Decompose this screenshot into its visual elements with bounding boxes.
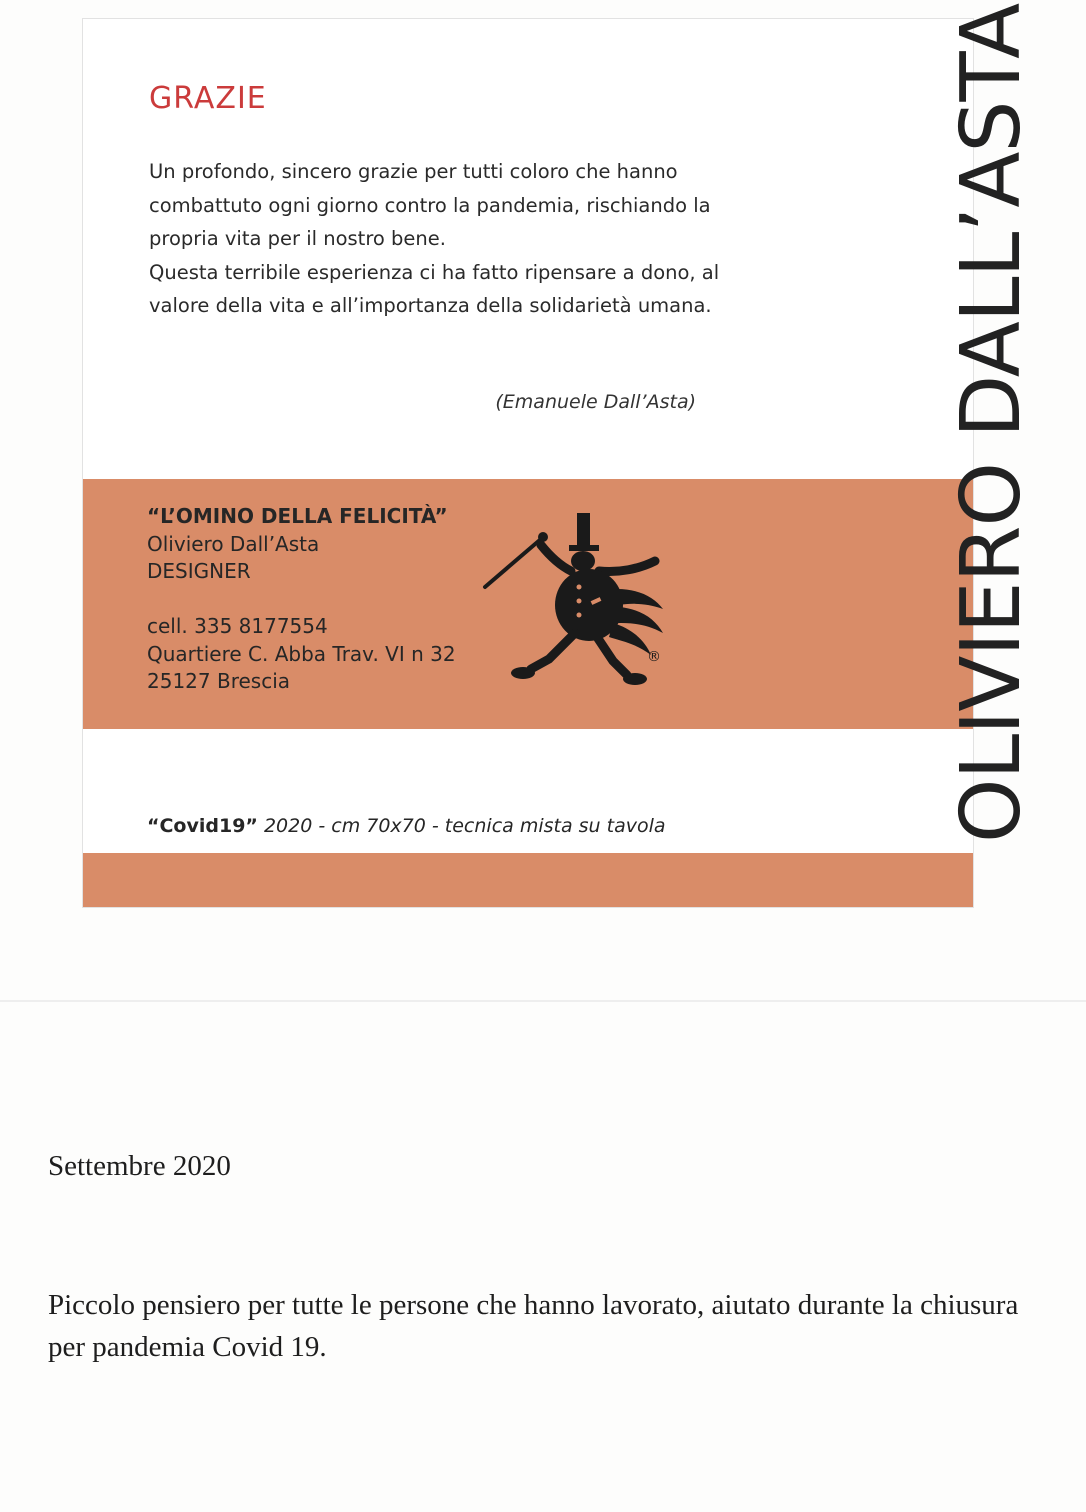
thanks-message — [149, 155, 769, 323]
postcard — [82, 3, 1039, 908]
registered-mark: ® — [647, 649, 661, 665]
artwork-title: “Covid19” — [147, 815, 258, 837]
project-name: “L’OMINO DELLA FELICITÀ” — [147, 504, 448, 528]
scan-fold-line — [0, 1000, 1086, 1002]
designer-name: Oliviero Dall’Asta — [147, 531, 320, 556]
artwork-caption — [147, 815, 666, 837]
signature: (Emanuele Dall’Asta) — [495, 391, 696, 413]
letter-note: Piccolo pensiero per tutte le persone che hanno lavorato, aiutato durante la chiusura per pandemia Covid 19. — [48, 1289, 1019, 1363]
artwork-details: 2020 - cm 70x70 - tecnica mista su tavola — [263, 815, 666, 837]
vertical-designer-name: OLIVIERO DALL’ASTA — [944, 3, 1039, 843]
bottom-band — [83, 853, 973, 907]
designer-info — [147, 503, 487, 696]
thanks-paragraph-1: Un profondo, sincero grazie per tutti coloro che hanno combattuto ogni giorno contro la pandemia, rischiando la propria vita per il nostro bene. — [149, 160, 711, 250]
letter-date: Settembre 2020 — [48, 1150, 231, 1182]
omino-mascot-icon — [479, 509, 669, 699]
phone-number: cell. 335 8177554 — [147, 614, 328, 638]
address: Quartiere C. Abba Trav. VI n 32 — [147, 641, 456, 666]
designer-role: DESIGNER — [147, 559, 251, 583]
thanks-paragraph-2: Questa terribile esperienza ci ha fatto ripensare a dono, al valore della vita e all’importanza della solidarietà umana. — [149, 260, 720, 317]
city: 25127 Brescia — [147, 669, 291, 693]
card-title: GRAZIE — [149, 81, 267, 116]
